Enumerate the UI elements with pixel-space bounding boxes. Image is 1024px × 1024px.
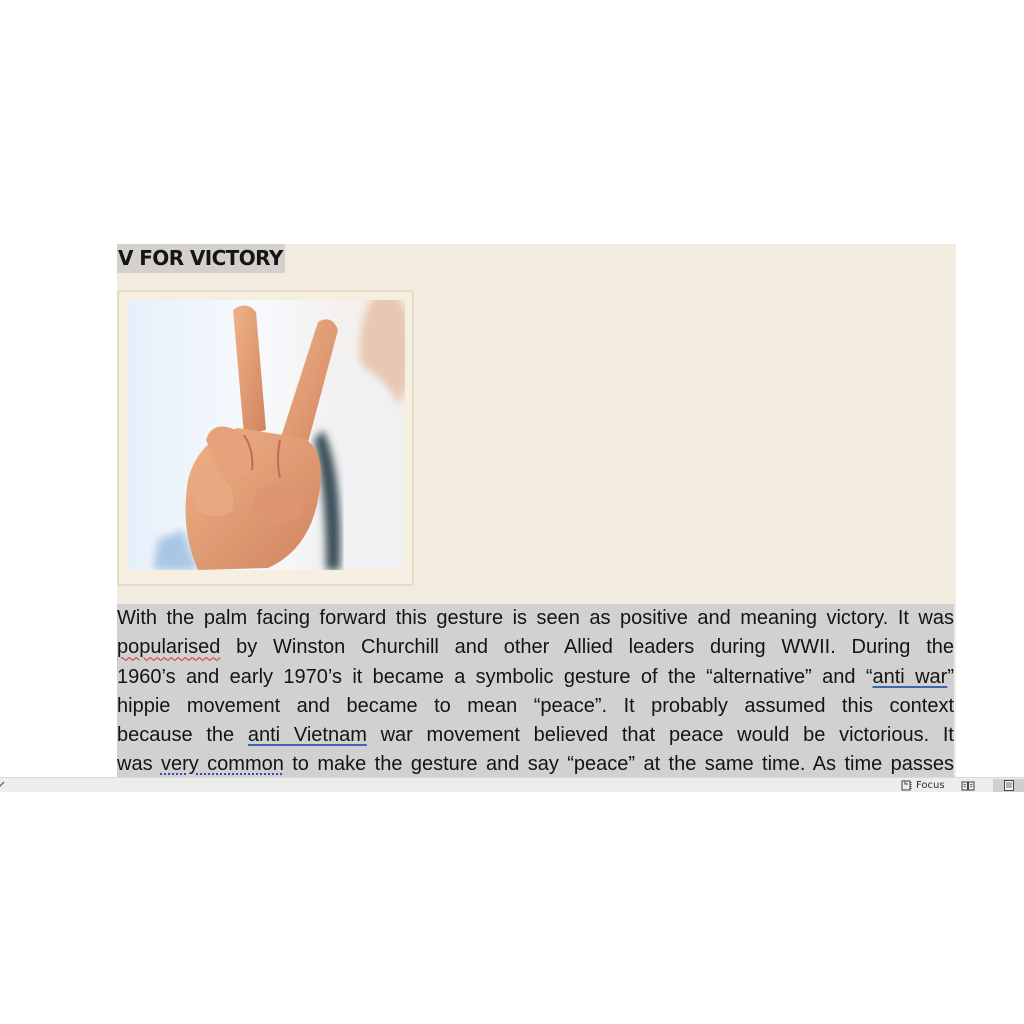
document-page[interactable] xyxy=(117,244,956,777)
paragraph-text: because the xyxy=(117,724,248,747)
spelling-error-word: popularised xyxy=(117,636,221,659)
paragraph-text: to make the gesture and say “peace” at the same time. As time passes xyxy=(283,753,954,776)
edit-pencil-icon xyxy=(0,781,5,788)
print-layout-icon xyxy=(1003,780,1015,791)
hyperlink-text[interactable]: anti Vietnam xyxy=(247,724,367,747)
paragraph-line xyxy=(117,721,954,750)
paragraph-text: was xyxy=(117,753,161,776)
focus-label: Focus xyxy=(916,780,945,791)
body-paragraph[interactable] xyxy=(117,604,954,777)
paragraph-line xyxy=(117,750,954,777)
paragraph-text: ” xyxy=(947,665,954,688)
status-bar xyxy=(0,777,1024,792)
grammar-flag-text: very common xyxy=(160,753,284,776)
inline-picture[interactable] xyxy=(118,291,413,585)
paragraph-line xyxy=(117,633,954,662)
paragraph-text: by Winston Churchill and other Allied leaders during WWII. During the xyxy=(220,636,954,659)
paragraph-line xyxy=(117,663,954,692)
hyperlink-text[interactable]: anti war xyxy=(872,665,948,688)
document-heading[interactable]: V FOR VICTORY xyxy=(117,244,285,273)
paragraph-text: hippie movement and became to mean “peace”. It probably assumed this context xyxy=(117,694,954,717)
print-layout-button[interactable] xyxy=(993,779,1024,792)
read-mode-button[interactable] xyxy=(958,779,978,792)
paragraph-text: With the palm facing forward this gesture is seen as positive and meaning victory. It was xyxy=(117,607,954,629)
peace-sign-hand-photo xyxy=(128,300,405,570)
paragraph-text: 1960’s and early 1970’s it became a symbolic gesture of the “alternative” and “ xyxy=(117,665,873,688)
paragraph-line xyxy=(117,604,954,633)
focus-mode-icon xyxy=(901,780,913,791)
focus-button[interactable] xyxy=(901,779,945,792)
read-mode-icon xyxy=(961,781,975,791)
paragraph-text: war movement believed that peace would be victorious. It xyxy=(366,724,954,747)
paragraph-line xyxy=(117,692,954,721)
